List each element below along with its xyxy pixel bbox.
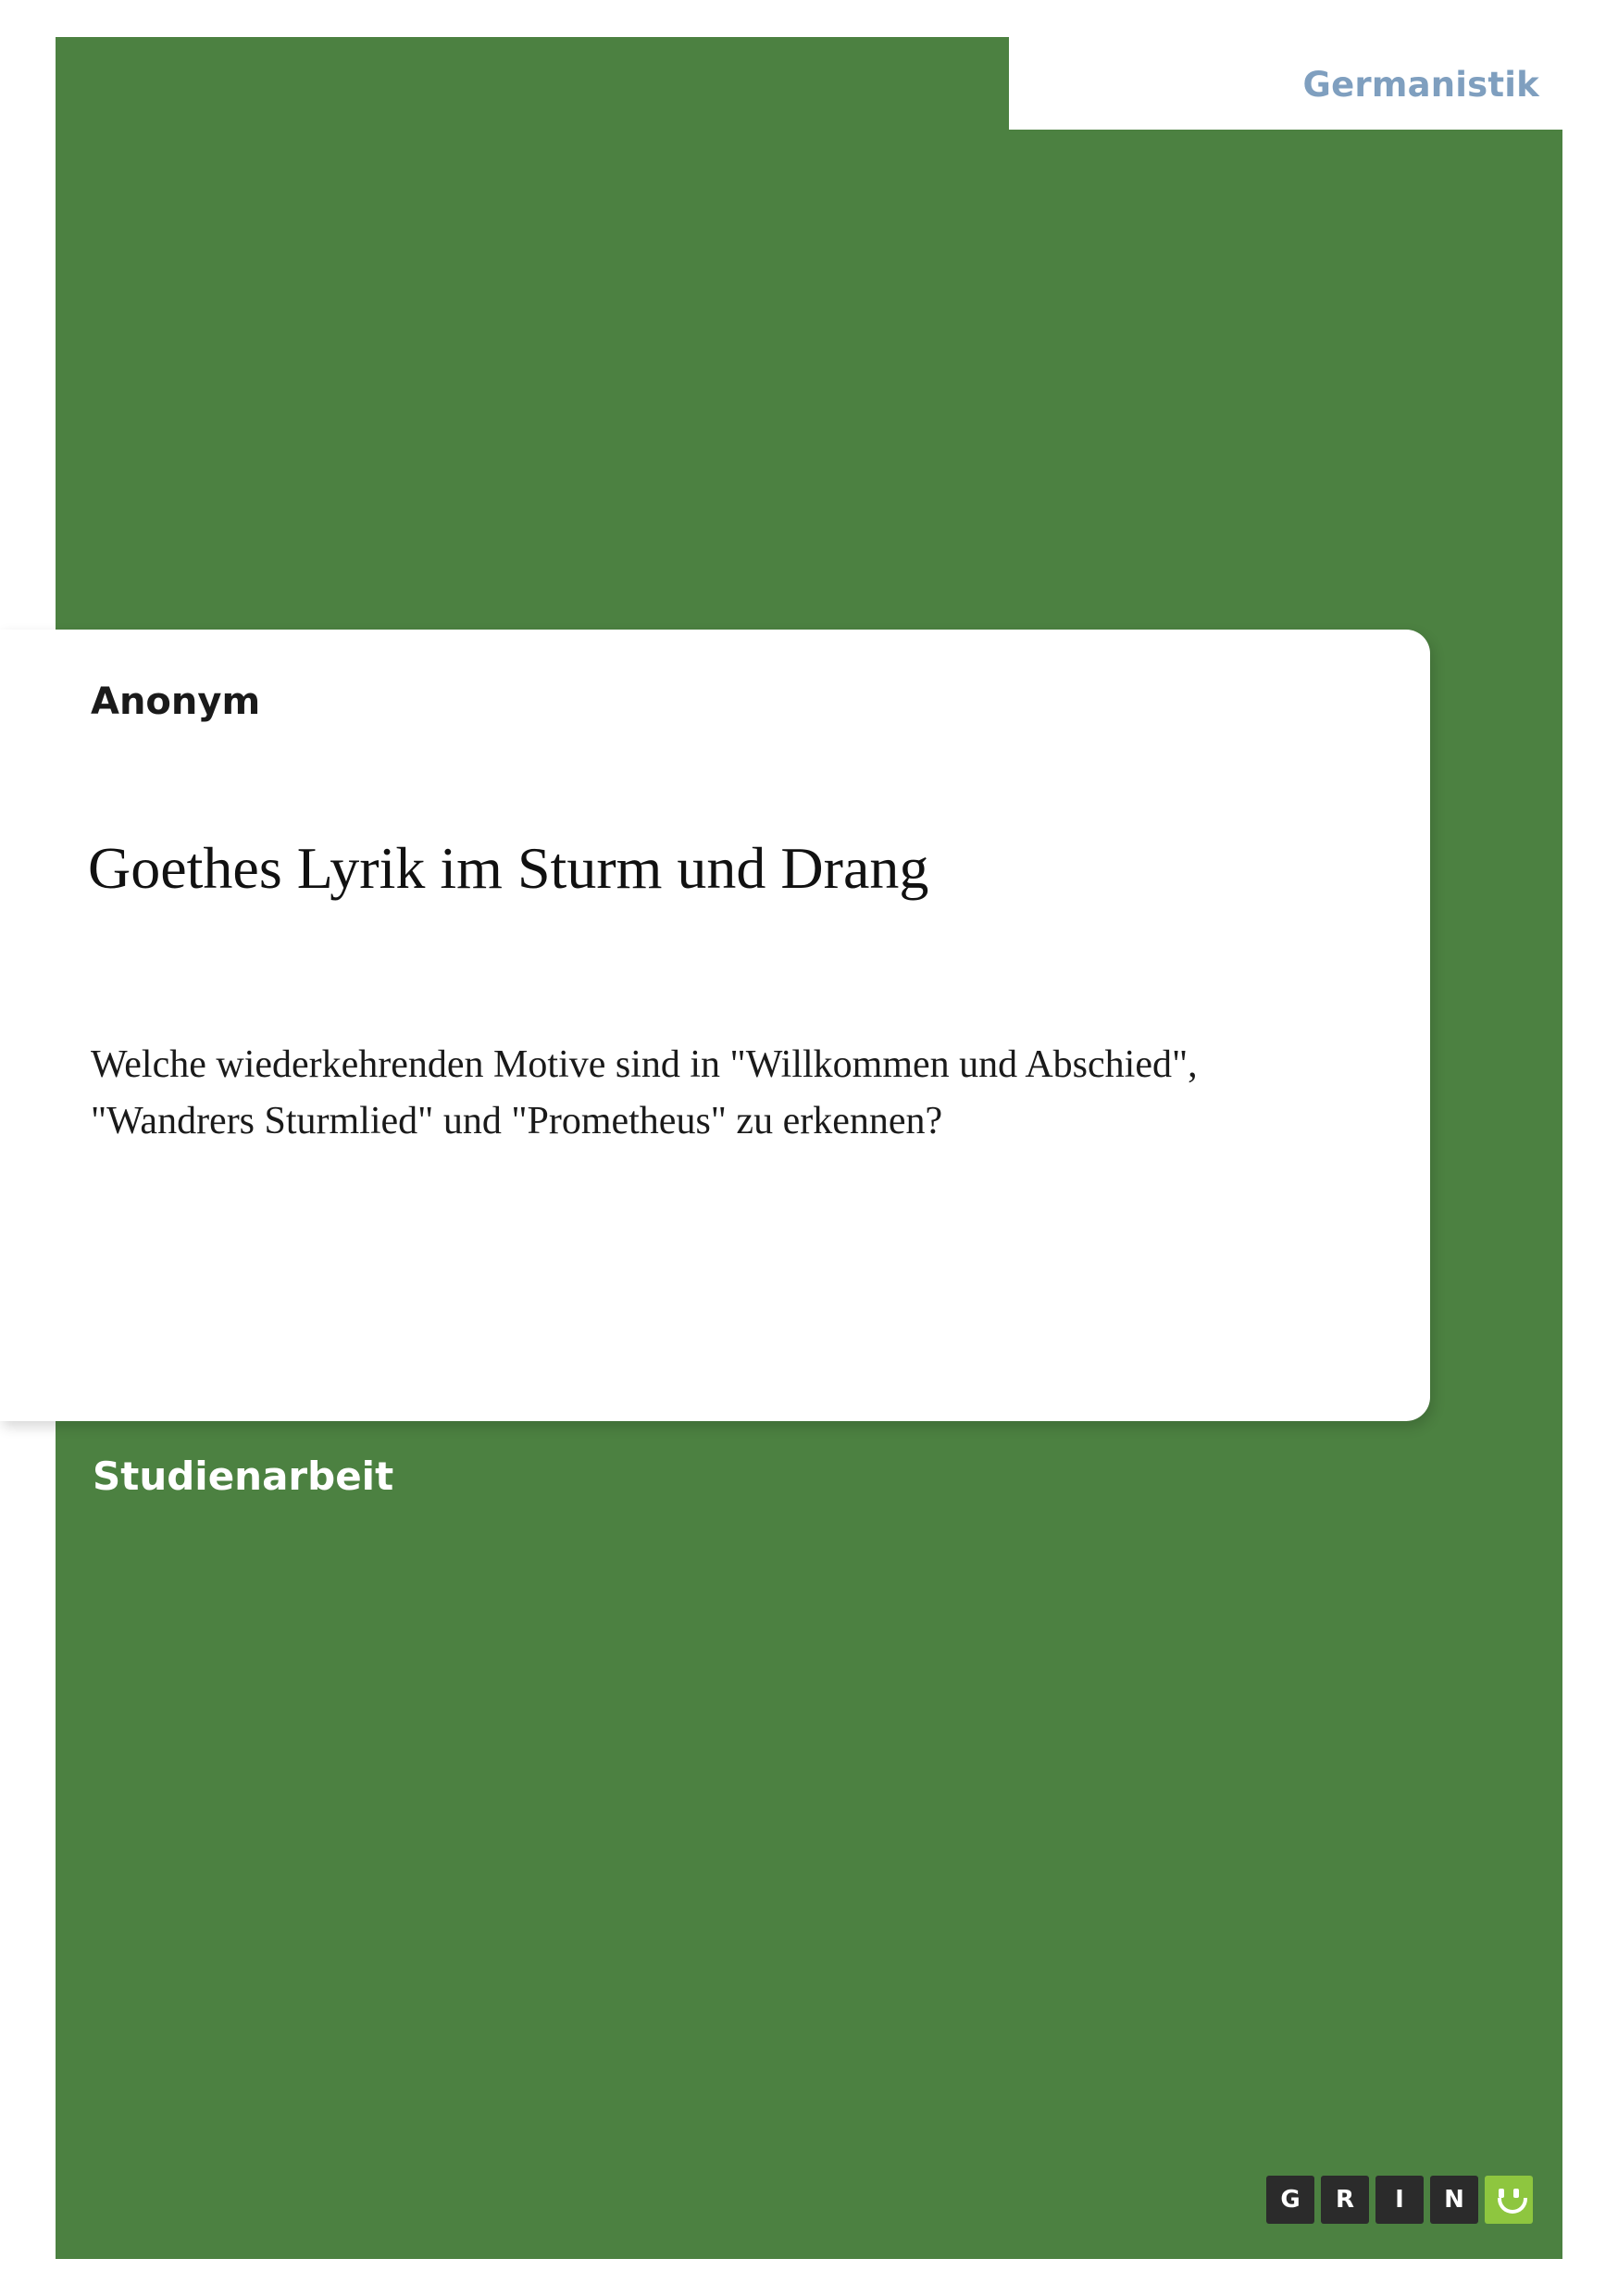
page-subtitle: Welche wiederkehrenden Motive sind in "Willkommen und Abschied", "Wandrers Sturmlied" und "Prometheus" zu erkennen? xyxy=(91,1043,1198,1142)
logo-letter-r: R xyxy=(1321,2176,1369,2224)
logo-letter-g: G xyxy=(1266,2176,1314,2224)
smiley-eye-left-icon xyxy=(1499,2189,1504,2198)
smiley-icon xyxy=(1485,2176,1533,2224)
logo-letter-i: I xyxy=(1375,2176,1424,2224)
page-title: Goethes Lyrik im Sturm und Drang xyxy=(88,835,929,901)
logo-letter-n: N xyxy=(1430,2176,1478,2224)
category-label: Germanistik xyxy=(1302,65,1539,105)
smiley-eye-right-icon xyxy=(1513,2189,1519,2198)
grin-logo xyxy=(1266,2176,1533,2224)
smiley-mouth-icon xyxy=(1498,2198,1527,2214)
document-type-label: Studienarbeit xyxy=(93,1454,394,1499)
title-card xyxy=(0,630,1430,1421)
author-name: Anonym xyxy=(91,680,261,723)
